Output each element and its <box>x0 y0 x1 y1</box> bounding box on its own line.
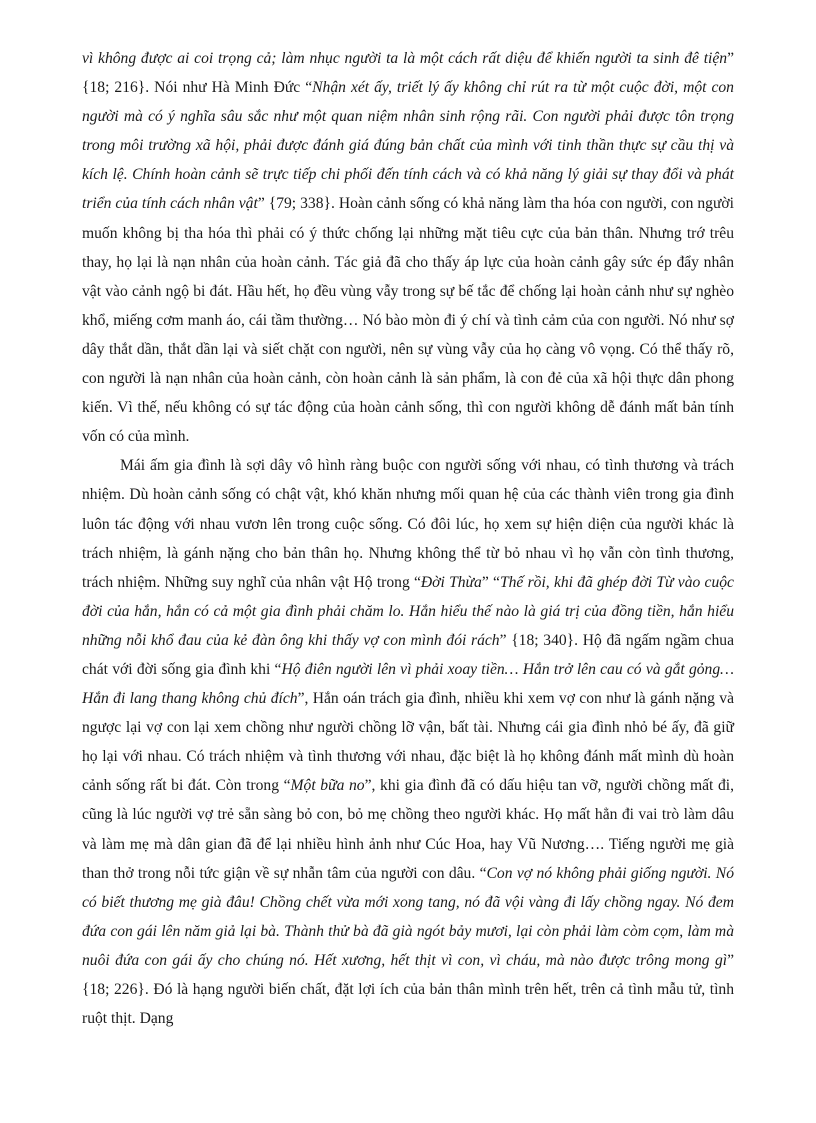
body-text: ”, Hắn oán trách gia đình, nhiều khi xem vợ con như là gánh nặng và ngược lại vợ con lại xem chồng như người chồng lỡ vận, bất tài. Nhưng cái gia đình nhỏ bé ấy, đã giữ họ lại với nhau. Có trách nhiệm và tình thương với nhau, đặc biệt là họ không đánh mất mình dù hoàn cảnh sống rất bi đát. Còn trong “ <box>82 690 734 795</box>
work-title: Đời Thừa <box>420 573 482 591</box>
quote-text: Nhận xét ấy, triết lý ấy không chỉ rút ra từ một cuộc đời, một con người mà có ý nghĩa sâu sắc như một quan niệm nhân sinh rộng rãi. Con người phải được tôn trọng trong môi trường xã hội, phải được đánh giá đúng bản chất của mình với tinh thần thực sự cầu thị và kích lệ. Chính hoàn cảnh sẽ trực tiếp chi phối đến tính cách và có khả năng lý giải sự thay đổi và phát triển của tính cách nhân vật <box>82 79 734 213</box>
body-text: ” {79; 338}. Hoàn cảnh sống có khả năng làm tha hóa con người, con người muốn không bị tha hóa thì phải có ý thức chống lại những mặt tiêu cực của bản thân. Nhưng trớ trêu thay, họ lại là nạn nhân của hoàn cảnh. Tác giả đã cho thấy áp lực của hoàn cảnh gây sức ép đẩy nhân vật vào cảnh ngộ bi đát. Hầu hết, họ đều vùng vẫy trong sự bế tắc để chống lại hoàn cảnh như sự nghèo khổ, miếng cơm manh áo, cái tầm thường… Nó bào mòn đi ý chí và tình cảm của con người. Nó như sợ dây thắt dần, thắt dần lại và siết chặt con người, nên sự vùng vẫy của họ càng vô vọng. Có thể thấy rõ, con người là nạn nhân của hoàn cảnh, còn hoàn cảnh là sản phẩm, là con đẻ của xã hội thực dân phong kiến. Vì thế, nếu không có sự tác động của hoàn cảnh sống, thì con người không dễ đánh mất bản tính vốn có của mình. <box>82 195 734 446</box>
body-text: ” “ <box>481 573 500 591</box>
body-text: Mái ấm gia đình là sợi dây vô hình ràng buộc con người sống với nhau, có tình thương và trách nhiệm. Dù hoàn cảnh sống có chật vật, khó khăn nhưng mối quan hệ của các thành viên trong gia đình luôn tác động với nhau vươn lên trong cuộc sống. Có đôi lúc, họ xem sự hiện diện của người khác là trách nhiệm, là gánh nặng cho bản thân họ. Nhưng không thể từ bỏ nhau vì họ vẫn còn tình thương, trách nhiệm. Những suy nghĩ của nhân vật Hộ trong “ <box>82 457 734 591</box>
body-text: ”, khi gia đình đã có dấu hiệu tan vỡ, người chồng mất đi, cũng là lúc người vợ trẻ sẵn sàng bỏ con, bỏ mẹ chồng theo người khác. Họ mất hẳn đi vai trò làm dâu và làm mẹ mà dân gian đã để lại nhiều hình ảnh như Cúc Hoa, hay Vũ Nương…. Tiếng người mẹ già than thở trong nỗi tức giận về sự nhẫn tâm của người con dâu. “ <box>82 777 735 882</box>
document-page <box>82 44 734 1033</box>
quote-text: vì không được ai coi trọng cả; làm nhục người ta là một cách rất diệu để khiến người ta sinh đê tiện <box>82 50 728 67</box>
quote-text: Con vợ nó không phải giống người. Nó có biết thương mẹ già đâu! Chồng chết vừa mới xong tang, nó đã vội vàng đi lấy chồng ngay. Nó đem đứa con gái lên năm giả lại bà. Thành thử bà đã già ngót bảy mươi, lại còn phải làm còm cọm, làm mà nuôi đứa con gái ấy cho chúng nó. Hết xương, hết thịt vì con, vì cháu, mà nào được trông mong gì <box>82 864 734 969</box>
quote-text: Hộ điên người lên vì phải xoay tiền… Hắn trở lên cau có và gắt gỏng… Hắn đi lang thang không chủ đích <box>82 660 734 708</box>
paragraph-1 <box>82 44 734 451</box>
work-title: Một bữa no <box>290 777 365 795</box>
body-text: ” {18; 226}. Đó là hạng người biến chất, đặt lợi ích của bản thân mình trên hết, trên cả tình mẫu tử, tình ruột thịt. Dạng <box>82 951 734 1028</box>
paragraph-2 <box>82 451 734 1033</box>
body-text: ” {18; 340}. Hộ đã ngấm ngầm chua chát với đời sống gia đình khi “ <box>82 631 734 678</box>
body-text: ” {18; 216}. Nói như Hà Minh Đức “ <box>82 50 734 97</box>
quote-text: Thế rồi, khi đã ghép đời Từ vào cuộc đời của hắn, hắn có cả một gia đình phải chăm lo. Hắn hiểu thế nào là giá trị của đồng tiền, hắn hiểu những nỗi khổ đau của kẻ đàn ông khi thấy vợ con mình đói rách <box>82 573 734 649</box>
